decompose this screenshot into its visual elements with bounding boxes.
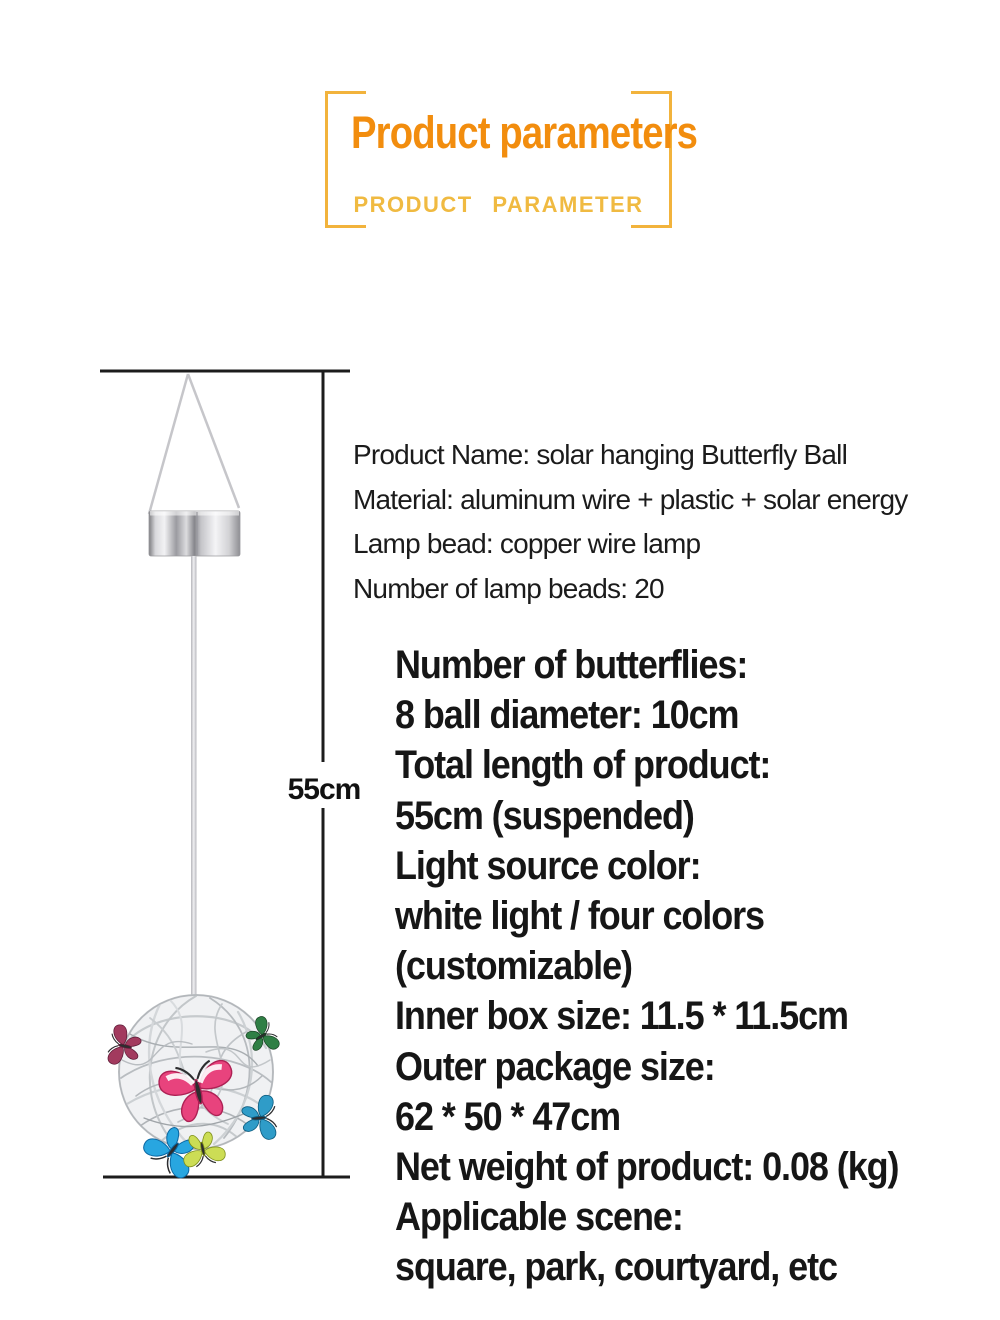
page-subtitle: PRODUCT PARAMETER: [353, 192, 644, 217]
solar-cap-cylinder: [149, 511, 240, 556]
basic-specs: [353, 433, 908, 611]
spec-line: Applicable scene:: [395, 1195, 683, 1240]
hanging-rod: [191, 556, 197, 1004]
spec-line: (customizable): [395, 944, 632, 989]
spec-line: white light / four colors: [395, 894, 765, 939]
spec-line: Number of lamp beads: 20: [353, 572, 664, 604]
spec-line: Inner box size: 11.5 * 11.5cm: [395, 994, 848, 1039]
spec-line: 8 ball diameter: 10cm: [395, 693, 739, 738]
spec-line: Outer package size:: [395, 1044, 715, 1089]
spec-line: Net weight of product: 0.08 (kg): [395, 1145, 899, 1190]
spec-line: 55cm (suspended): [395, 793, 694, 838]
spec-line: Lamp bead: copper wire lamp: [353, 528, 701, 559]
spec-line: Material: aluminum wire + plastic + solar energy: [353, 483, 908, 515]
spec-line: Total length of product:: [395, 743, 771, 788]
spec-line: 62 * 50 * 47cm: [395, 1094, 621, 1139]
hanging-string: [149, 374, 239, 514]
measurement-label: 55cm: [287, 773, 361, 806]
spec-line: Number of butterflies:: [395, 643, 748, 687]
detail-specs: [395, 640, 898, 1293]
spec-line: Product Name: solar hanging Butterfly Ball: [353, 439, 847, 470]
spec-line: Light source color:: [395, 843, 701, 888]
spec-line: square, park, courtyard, etc: [395, 1245, 837, 1290]
page-title: Product parameters: [351, 107, 698, 158]
